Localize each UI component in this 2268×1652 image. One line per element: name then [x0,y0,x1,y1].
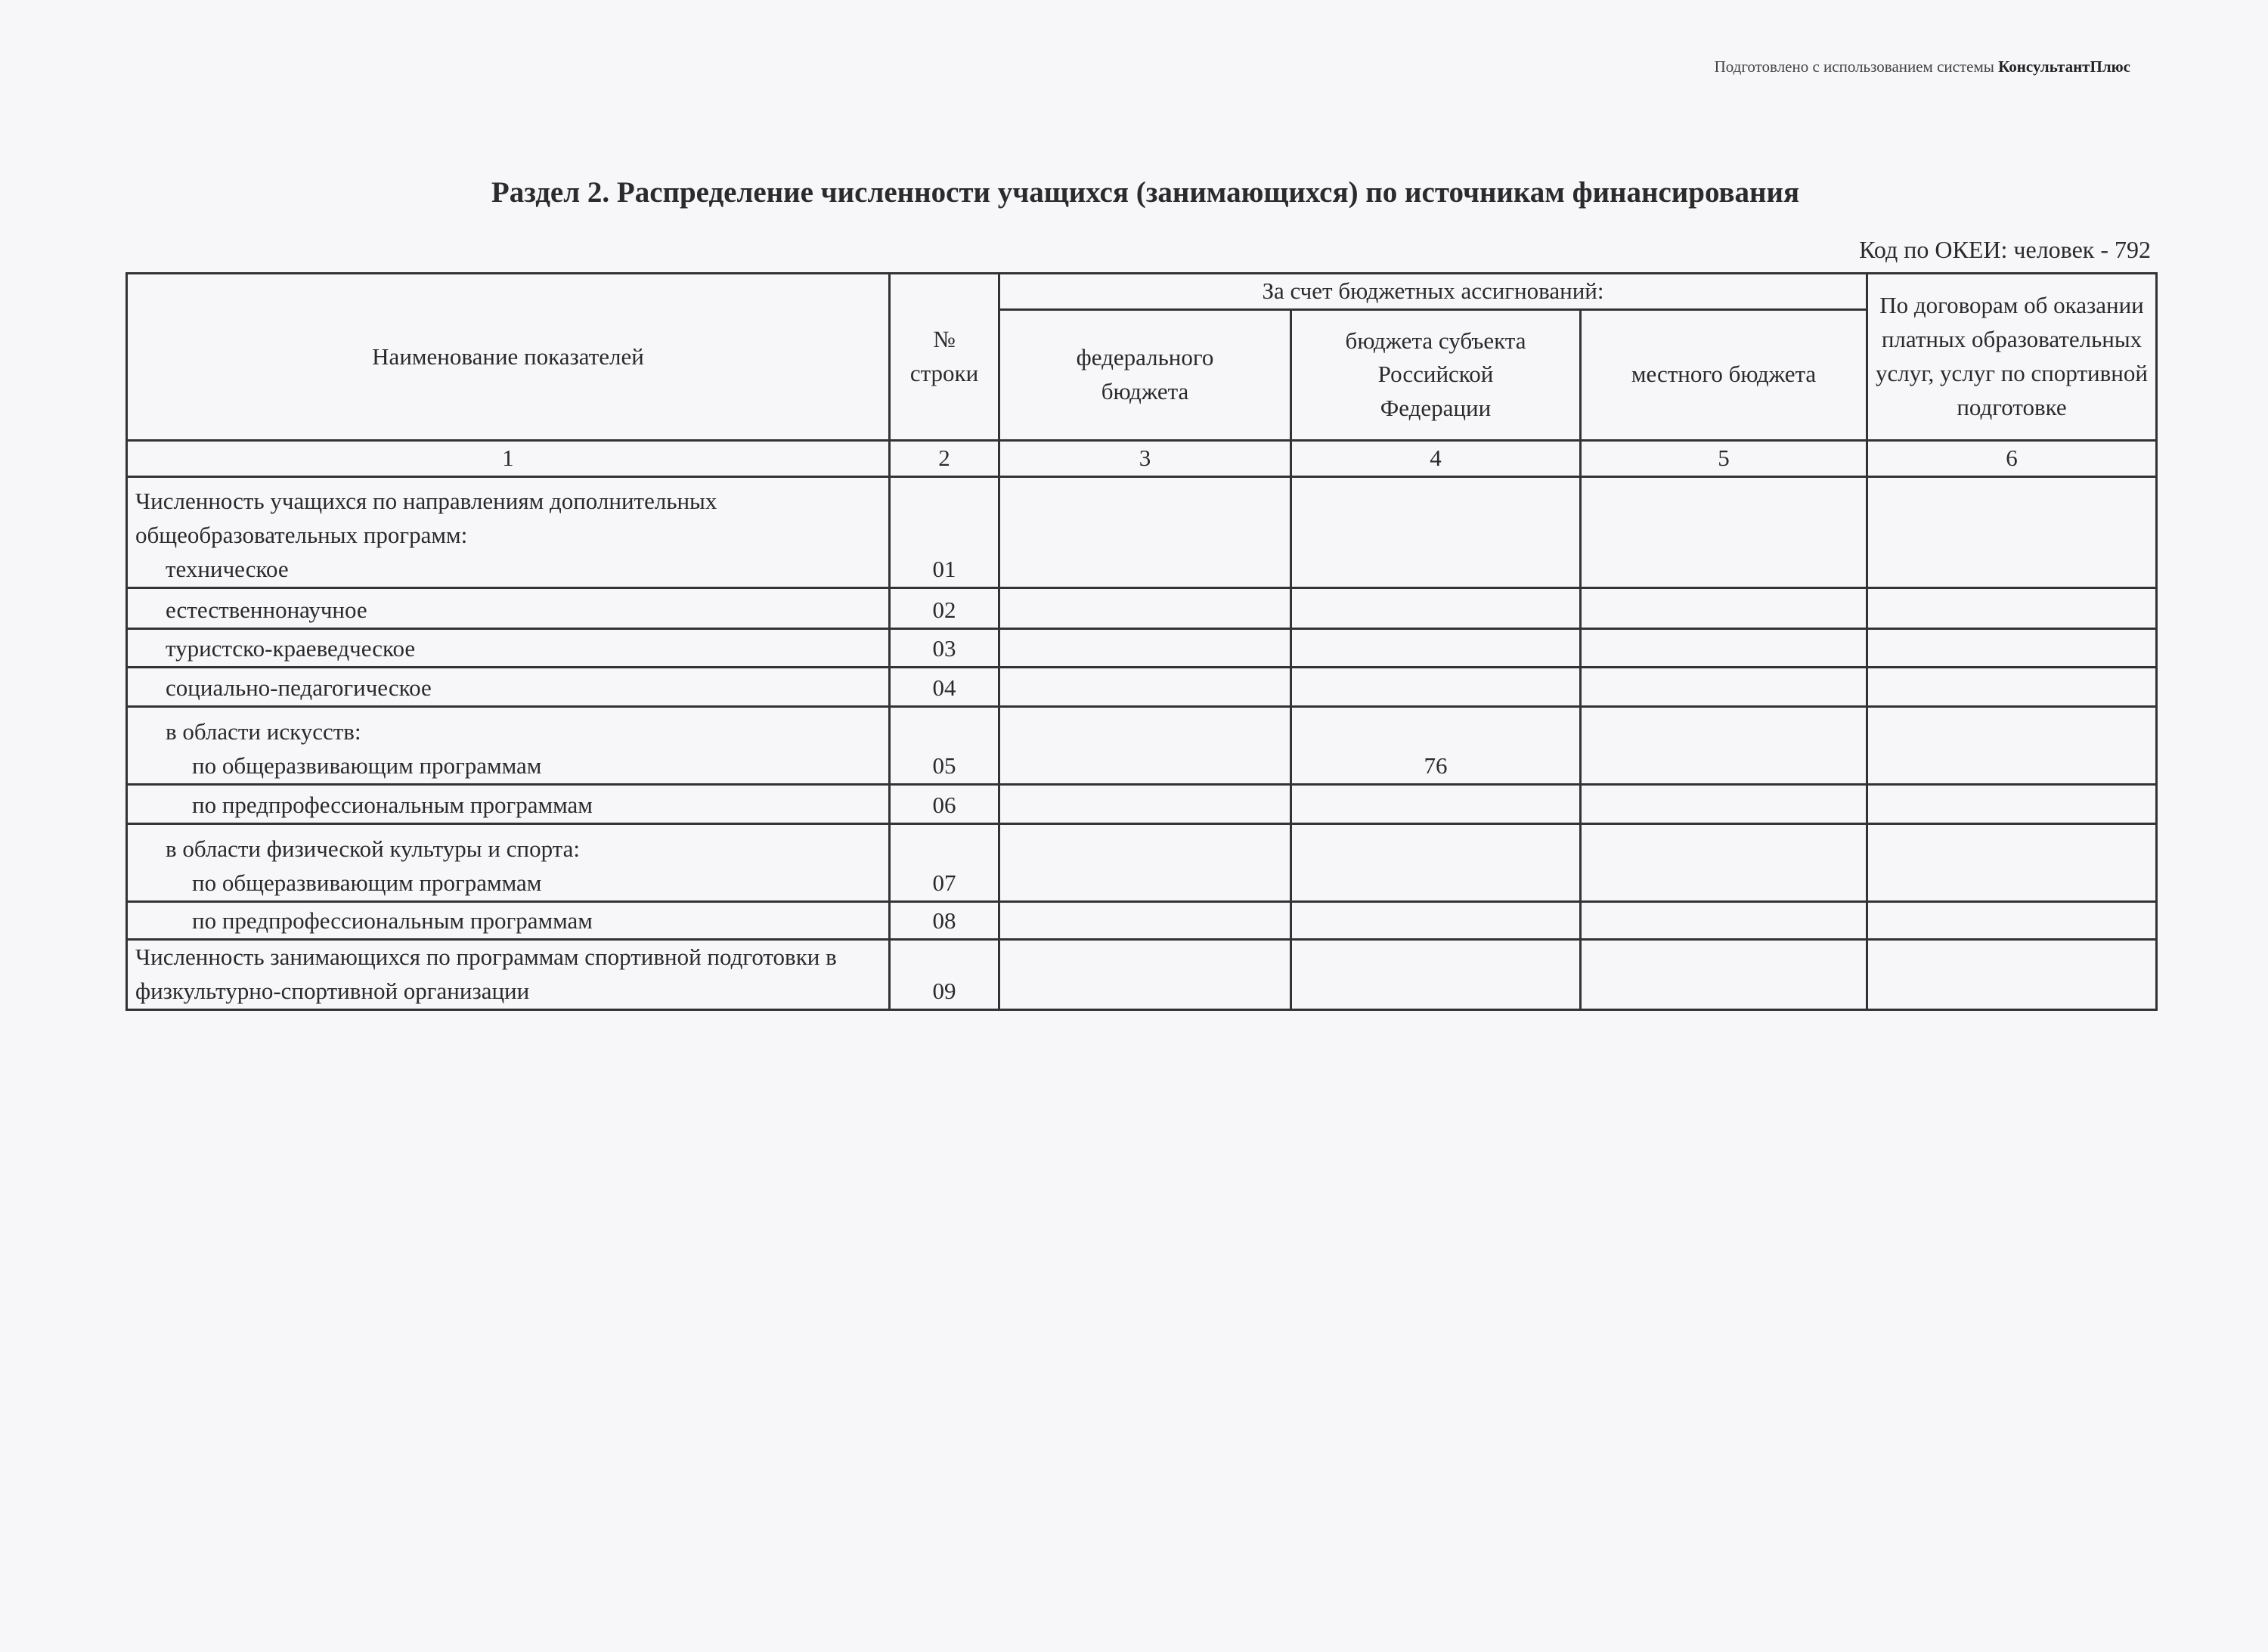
header-budget-group: За счет бюджетных ассигнований: [999,274,1867,310]
row-name: туристско-краеведческое [166,634,416,662]
value-cell [999,587,1291,628]
row-label [127,939,890,1009]
row-label [127,628,890,667]
row-number: 09 [890,939,999,1009]
row-label [127,587,890,628]
table-row [127,667,2157,706]
table-row [127,706,2157,784]
note-text: Подготовлено с использованием системы [1714,57,1999,76]
row-number: 06 [890,784,999,823]
row-number: 04 [890,667,999,706]
row-group-label: Численность учащихся по направлениям дополнительных общеобразовательных программ: [135,488,717,548]
col-number: 6 [1867,440,2157,476]
okei-code: Код по ОКЕИ: человек - 792 [1859,236,2151,263]
value-cell [1291,784,1581,823]
value-cell [1867,939,2157,1009]
row-number: 07 [890,823,999,901]
row-name: по предпрофессиональным программам [192,791,593,818]
value-cell [1867,706,2157,784]
value-cell [1581,939,1867,1009]
value-cell [999,667,1291,706]
row-label [127,823,890,901]
value-cell [1291,939,1581,1009]
value-cell [1581,476,1867,587]
row-name: по общеразвивающим программам [192,752,542,779]
row-name: Численность занимающихся по программам спортивной подготовки в физкультурно-спортивной организации [135,943,837,1004]
row-number: 02 [890,587,999,628]
row-name: естественнонаучное [166,596,367,623]
value-cell [1291,628,1581,667]
value-cell [999,628,1291,667]
value-cell [1867,587,2157,628]
section-title: Раздел 2. Распределение численности учащихся (занимающихся) по источникам финансирования [491,176,1800,209]
row-name: по общеразвивающим программам [192,869,542,896]
value-cell [999,939,1291,1009]
value-cell [1867,667,2157,706]
table-row [127,939,2157,1009]
row-label [127,784,890,823]
row-number: 08 [890,901,999,939]
row-group-label: в области физической культуры и спорта: [166,835,580,862]
table-row [127,476,2157,587]
financing-table [125,272,2158,1011]
value-cell [999,706,1291,784]
header-name: Наименование показателей [127,274,890,441]
header-federal: федерального бюджета [999,309,1291,440]
value-cell [1867,628,2157,667]
row-number: 05 [890,706,999,784]
value-cell [1291,667,1581,706]
col-number: 2 [890,440,999,476]
row-label [127,476,890,587]
value-cell [1581,706,1867,784]
table-row [127,587,2157,628]
value-cell [1867,476,2157,587]
value-cell [1867,823,2157,901]
table-row [127,901,2157,939]
table-row [127,784,2157,823]
header-paid: По договорам об оказании платных образовательных услуг, услуг по спортивной подготовке [1867,274,2157,441]
value-cell [999,476,1291,587]
value-cell [999,823,1291,901]
row-label [127,901,890,939]
row-name: по предпрофессиональным программам [192,907,593,934]
value-cell [1867,901,2157,939]
value-cell [1867,784,2157,823]
value-cell [1581,784,1867,823]
row-group-label: в области искусств: [166,718,361,745]
row-name: техническое [166,555,289,582]
row-name: социально-педагогическое [166,674,432,701]
row-number: 03 [890,628,999,667]
column-numbers-row [127,440,2157,476]
value-cell [1581,667,1867,706]
header-row-no: № строки [890,274,999,441]
col-number: 1 [127,440,890,476]
value-cell [1581,628,1867,667]
row-number: 01 [890,476,999,587]
row-label [127,706,890,784]
table-row [127,628,2157,667]
value-cell [999,901,1291,939]
value-cell [1291,587,1581,628]
consultant-plus-note [1715,57,2130,76]
value-cell [1581,901,1867,939]
value-cell [1291,901,1581,939]
note-brand: КонсультантПлюс [1998,57,2130,76]
value-cell [1291,476,1581,587]
col-number: 4 [1291,440,1581,476]
value-cell: 76 [1291,706,1581,784]
header-local: местного бюджета [1581,309,1867,440]
value-cell [1581,823,1867,901]
value-cell [1581,587,1867,628]
table-row [127,823,2157,901]
col-number: 5 [1581,440,1867,476]
row-label [127,667,890,706]
header-subject: бюджета субъекта Российской Федерации [1291,309,1581,440]
col-number: 3 [999,440,1291,476]
value-cell [999,784,1291,823]
value-cell [1291,823,1581,901]
